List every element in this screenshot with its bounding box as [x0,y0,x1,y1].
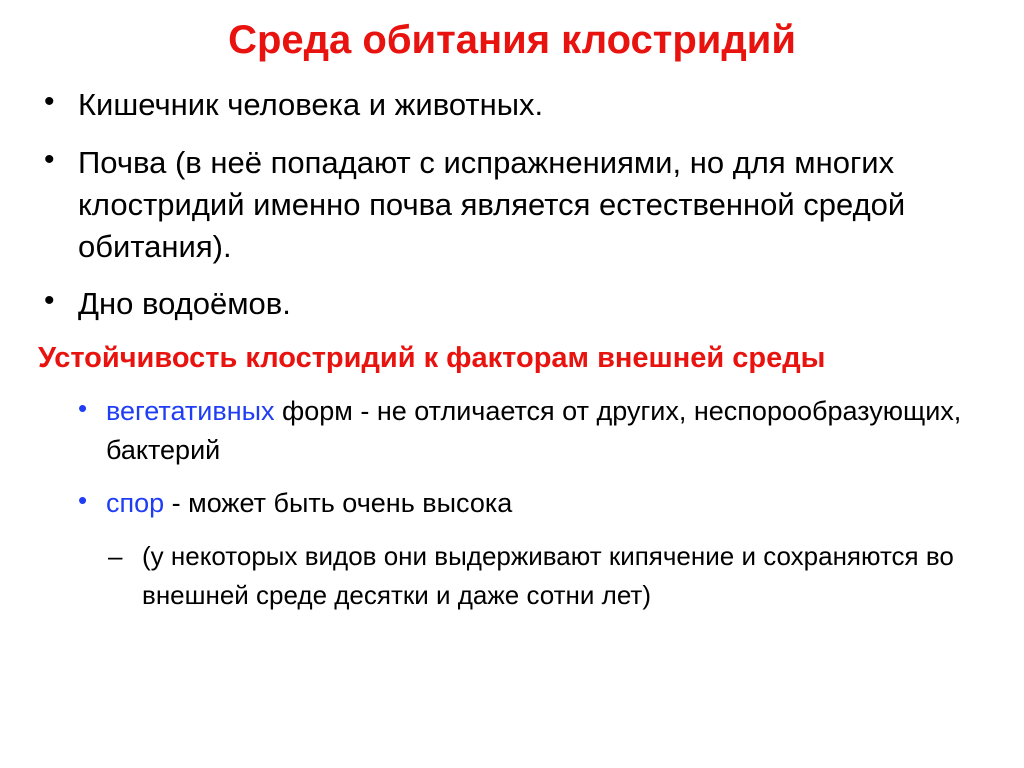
list-item [70,392,994,470]
list-item: • Почва (в неё попадают с испражнениями, но для многих клостридий именно почва является естественной средой обитания). [30,142,994,268]
spore-note-list [30,537,994,615]
list-item-keyword: вегетативных [106,396,275,427]
list-item-text: - может быть очень высока [164,488,513,519]
habitat-bullet-list [30,84,994,325]
list-item: – (у некоторых видов они выдерживают кипячение и сохраняются во внешней среде десятки и даже сотни лет) [108,537,994,615]
page-title: Среда обитания клостридий [228,18,796,62]
list-item-text: форм - не отличается от других, неспорообразующих, бактерий [106,396,962,466]
resistance-sub-list [30,392,994,523]
section-heading: Устойчивость клостридий к факторам внешней среды [38,342,826,375]
list-item: • Кишечник человека и животных. [30,84,994,126]
list-item: • Дно водоёмов. [30,283,994,325]
list-item-keyword: спор [106,488,165,519]
list-item [70,484,994,523]
